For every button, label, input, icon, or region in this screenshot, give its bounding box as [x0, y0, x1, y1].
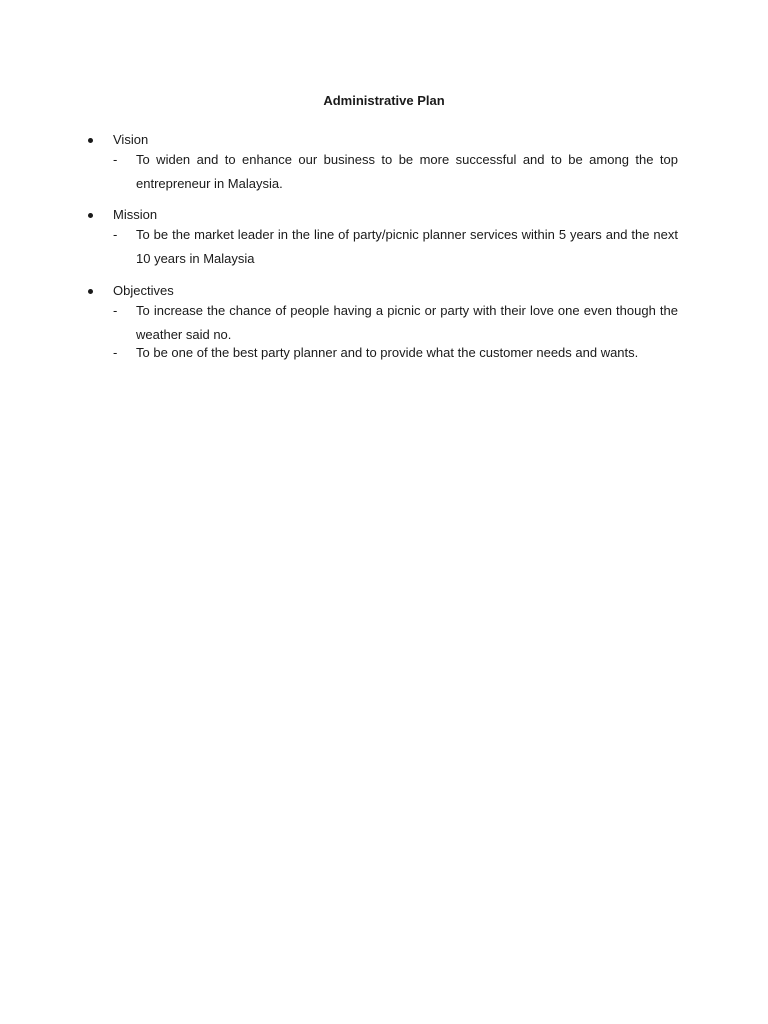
vision-list: [88, 148, 678, 196]
section-heading-vision: [88, 132, 678, 148]
section-heading-label: Vision: [113, 132, 149, 147]
list-item-text: To be the market leader in the line of party/picnic planner services within 5 years and the next 10 years in Malaysia: [136, 227, 678, 266]
page-title: Administrative Plan: [323, 93, 445, 108]
list-item: [88, 223, 678, 271]
list-item-text: To be one of the best party planner and to provide what the customer needs and wants.: [136, 345, 639, 360]
list-item: [88, 299, 678, 347]
section-heading-label: Mission: [113, 207, 158, 222]
list-item-text: To widen and to enhance our business to be more successful and to be among the top entrepreneur in Malaysia.: [136, 152, 678, 191]
bullet-icon: [88, 289, 93, 294]
dash-marker: -: [113, 303, 118, 318]
section-heading-objectives: [88, 283, 678, 299]
objectives-list: [88, 299, 678, 365]
section-heading-mission: [88, 207, 678, 223]
section-objectives: [88, 283, 678, 365]
section-heading-label: Objectives: [113, 283, 174, 298]
section-mission: [88, 207, 678, 271]
dash-marker: -: [113, 227, 118, 242]
dash-marker: -: [113, 152, 118, 167]
list-item: [88, 148, 678, 196]
section-vision: [88, 132, 678, 196]
bullet-icon: [88, 138, 93, 143]
list-item-text: To increase the chance of people having a picnic or party with their love one even though the weather said no.: [136, 303, 678, 342]
bullet-icon: [88, 213, 93, 218]
dash-marker: -: [113, 345, 118, 360]
mission-list: [88, 223, 678, 271]
list-item: [88, 341, 678, 365]
